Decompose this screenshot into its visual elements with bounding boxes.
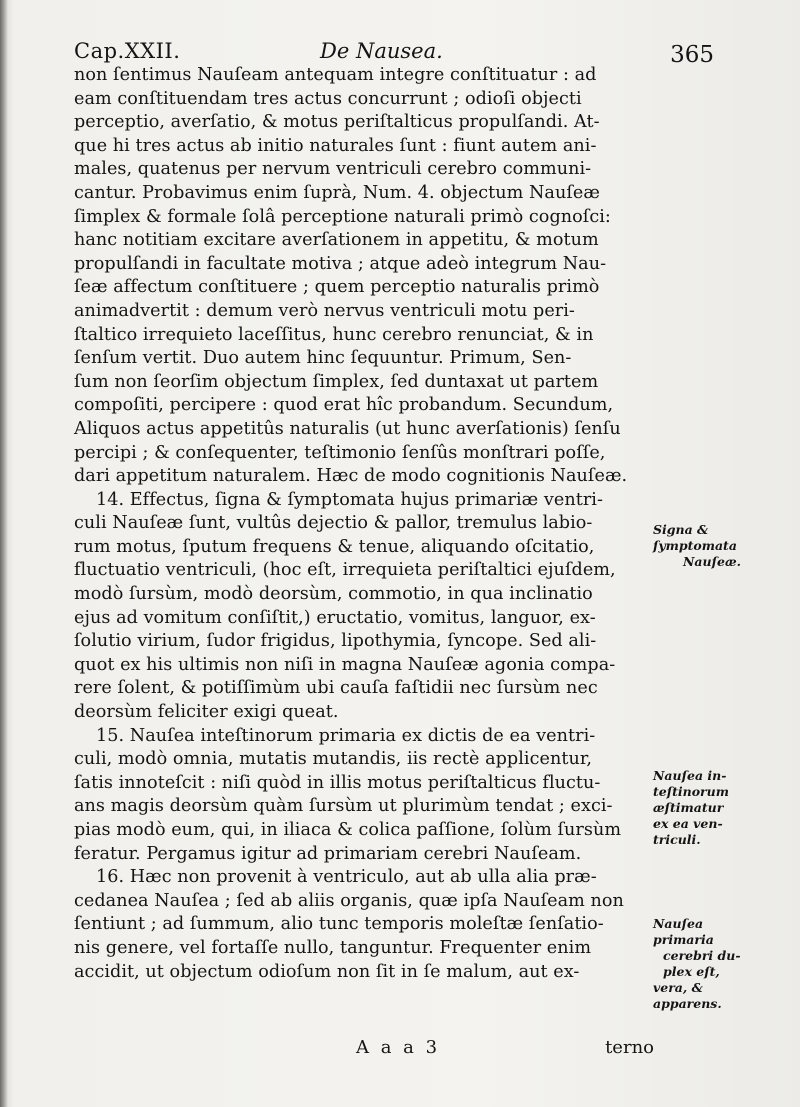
margin-note-line: Nauſeæ. [683, 554, 741, 569]
margin-note-cerebri [653, 916, 741, 1012]
text-line: hanc notitiam excitare averſationem in appetitu, & motum [74, 230, 599, 251]
paragraph-15-start: 15. Nauſea inteſtinorum primaria ex dictis de ea ventri- [96, 725, 596, 746]
margin-note-line: vera, & [653, 980, 703, 995]
signature-mark: A a a 3 [356, 1037, 441, 1058]
text-line: pias modò eum, qui, in iliaca & colica paſſione, ſolùm ſursùm [74, 820, 622, 840]
margin-note-line: plex eſt, [663, 964, 720, 979]
text-line: ſentiunt ; ad ſummum, alio tunc temporis moleſtæ ſenſatio- [74, 914, 604, 935]
text-line: ſenſum vertit. Duo autem hinc ſequuntur. Primum, Sen- [74, 348, 572, 369]
margin-note-line: cerebri du- [663, 948, 741, 963]
margin-note-line: Signa & [653, 522, 709, 537]
gutter-shadow [0, 0, 8, 1107]
text-line: rere ſolent, & potiſſimùm ubi cauſa faſtidii nec ſursùm nec [74, 678, 598, 699]
text-line: nis genere, vel fortaſſe nullo, tanguntur. Frequenter enim [74, 937, 592, 958]
text-line: deorsùm feliciter exigi queat. [74, 702, 339, 723]
margin-note-line: Nauſea [653, 916, 704, 931]
text-line: males, quatenus per nervum ventriculi cerebro communi- [74, 159, 592, 180]
margin-note-line: Nauſea in- [653, 768, 727, 783]
margin-note-signa [653, 522, 741, 570]
running-head [74, 36, 714, 66]
text-line: ſum non ſeorſim objectum ſimplex, ſed duntaxat ut partem [74, 371, 599, 392]
text-line: feratur. Pergamus igitur ad primariam cerebri Nauſeam. [74, 843, 582, 864]
text-line: culi Nauſeæ ſunt, vultûs dejectio & pallor, tremulus labio- [74, 513, 593, 534]
text-line: ſolutio virium, ſudor frigidus, lipothymia, ſyncope. Sed ali- [74, 631, 597, 652]
text-line: propulſandi in facultate motiva ; atque adeò integrum Nau- [74, 253, 607, 274]
margin-note-line: ex ea ven- [653, 816, 723, 831]
text-line: ejus ad vomitum conſiſtit,) eructatio, vomitus, languor, ex- [74, 607, 596, 628]
text-line: accidit, ut objectum odioſum non ſit in ſe malum, aut ex- [74, 961, 580, 982]
margin-note-line: primaria [653, 932, 714, 947]
text-line: eam conſtituendam tres actus concurrunt ; odioſi objecti [74, 88, 582, 109]
page-footer [74, 1036, 654, 1060]
page-number: 365 [670, 42, 714, 68]
chapter-heading: Cap.XXII. [74, 39, 181, 63]
margin-note-line: apparens. [653, 996, 722, 1011]
text-line: animadvertit : demum verò nervus ventriculi motu peri- [74, 300, 575, 321]
text-line: ſatis innoteſcit : niſi quòd in illis motus periſtalticus fluctu- [74, 772, 601, 793]
margin-note-line: æſtimatur [653, 800, 724, 815]
text-line: modò ſursùm, modò deorsùm, commotio, in qua inclinatio [74, 584, 593, 605]
text-line: ans magis deorsùm quàm ſursùm ut plurimùm tendat ; exci- [74, 796, 613, 817]
text-line: compoſiti, percipere : quod erat hîc probandum. Secundum, [74, 395, 614, 416]
text-line: non ſentimus Nauſeam antequam integre conſtituatur : ad [74, 65, 597, 85]
text-line: culi, modò omnia, mutatis mutandis, iis rectè applicentur, [74, 749, 593, 770]
body-text [74, 64, 654, 984]
text-line: cantur. Probavimus enim ſuprà, Num. 4. objectum Nauſeæ [74, 182, 600, 203]
text-line: fluctuatio ventriculi, (hoc eſt, irrequieta periſtaltici ejuſdem, [74, 560, 616, 581]
paragraph-16-start: 16. Hæc non provenit à ventriculo, aut ab ulla alia præ- [96, 867, 597, 888]
margin-note-intestinorum [653, 768, 729, 848]
paragraph-14-start: 14. Effectus, ſigna & ſymptomata hujus primariæ ventri- [96, 489, 603, 510]
text-line: ſtaltico irrequieto laceſſitus, hunc cerebro renunciat, & in [74, 324, 594, 345]
catchword: terno [605, 1037, 654, 1058]
margin-note-line: ſymptomata [653, 538, 737, 553]
text-line: quot ex his ultimis non niſi in magna Nauſeæ agonia compa- [74, 654, 616, 675]
running-title: De Nausea. [320, 39, 443, 63]
text-line: que hi tres actus ab initio naturales ſunt : fiunt autem ani- [74, 135, 597, 156]
margin-note-line: teſtinorum [653, 784, 729, 799]
text-line: cedanea Nauſea ; ſed ab aliis organis, quæ ipſa Nauſeam non [74, 890, 624, 911]
text-line: perceptio, averſatio, & motus periſtalticus propulſandi. At- [74, 112, 600, 133]
text-line: ſeæ affectum conſtituere ; quem perceptio naturalis primò [74, 277, 600, 298]
text-line: ſimplex & formale ſolâ perceptione naturali primò cognoſci: [74, 206, 611, 227]
text-line: dari appetitum naturalem. Hæc de modo cognitionis Nauſeæ. [74, 466, 628, 487]
text-line: rum motus, ſputum frequens & tenue, aliquando oſcitatio, [74, 536, 595, 557]
text-line: Aliquos actus appetitûs naturalis (ut hunc averſationis) ſenſu [74, 418, 621, 439]
margin-note-line: triculi. [653, 832, 701, 847]
text-line: percipi ; & conſequenter, teſtimonio ſenſûs monſtrari poſſe, [74, 442, 606, 463]
